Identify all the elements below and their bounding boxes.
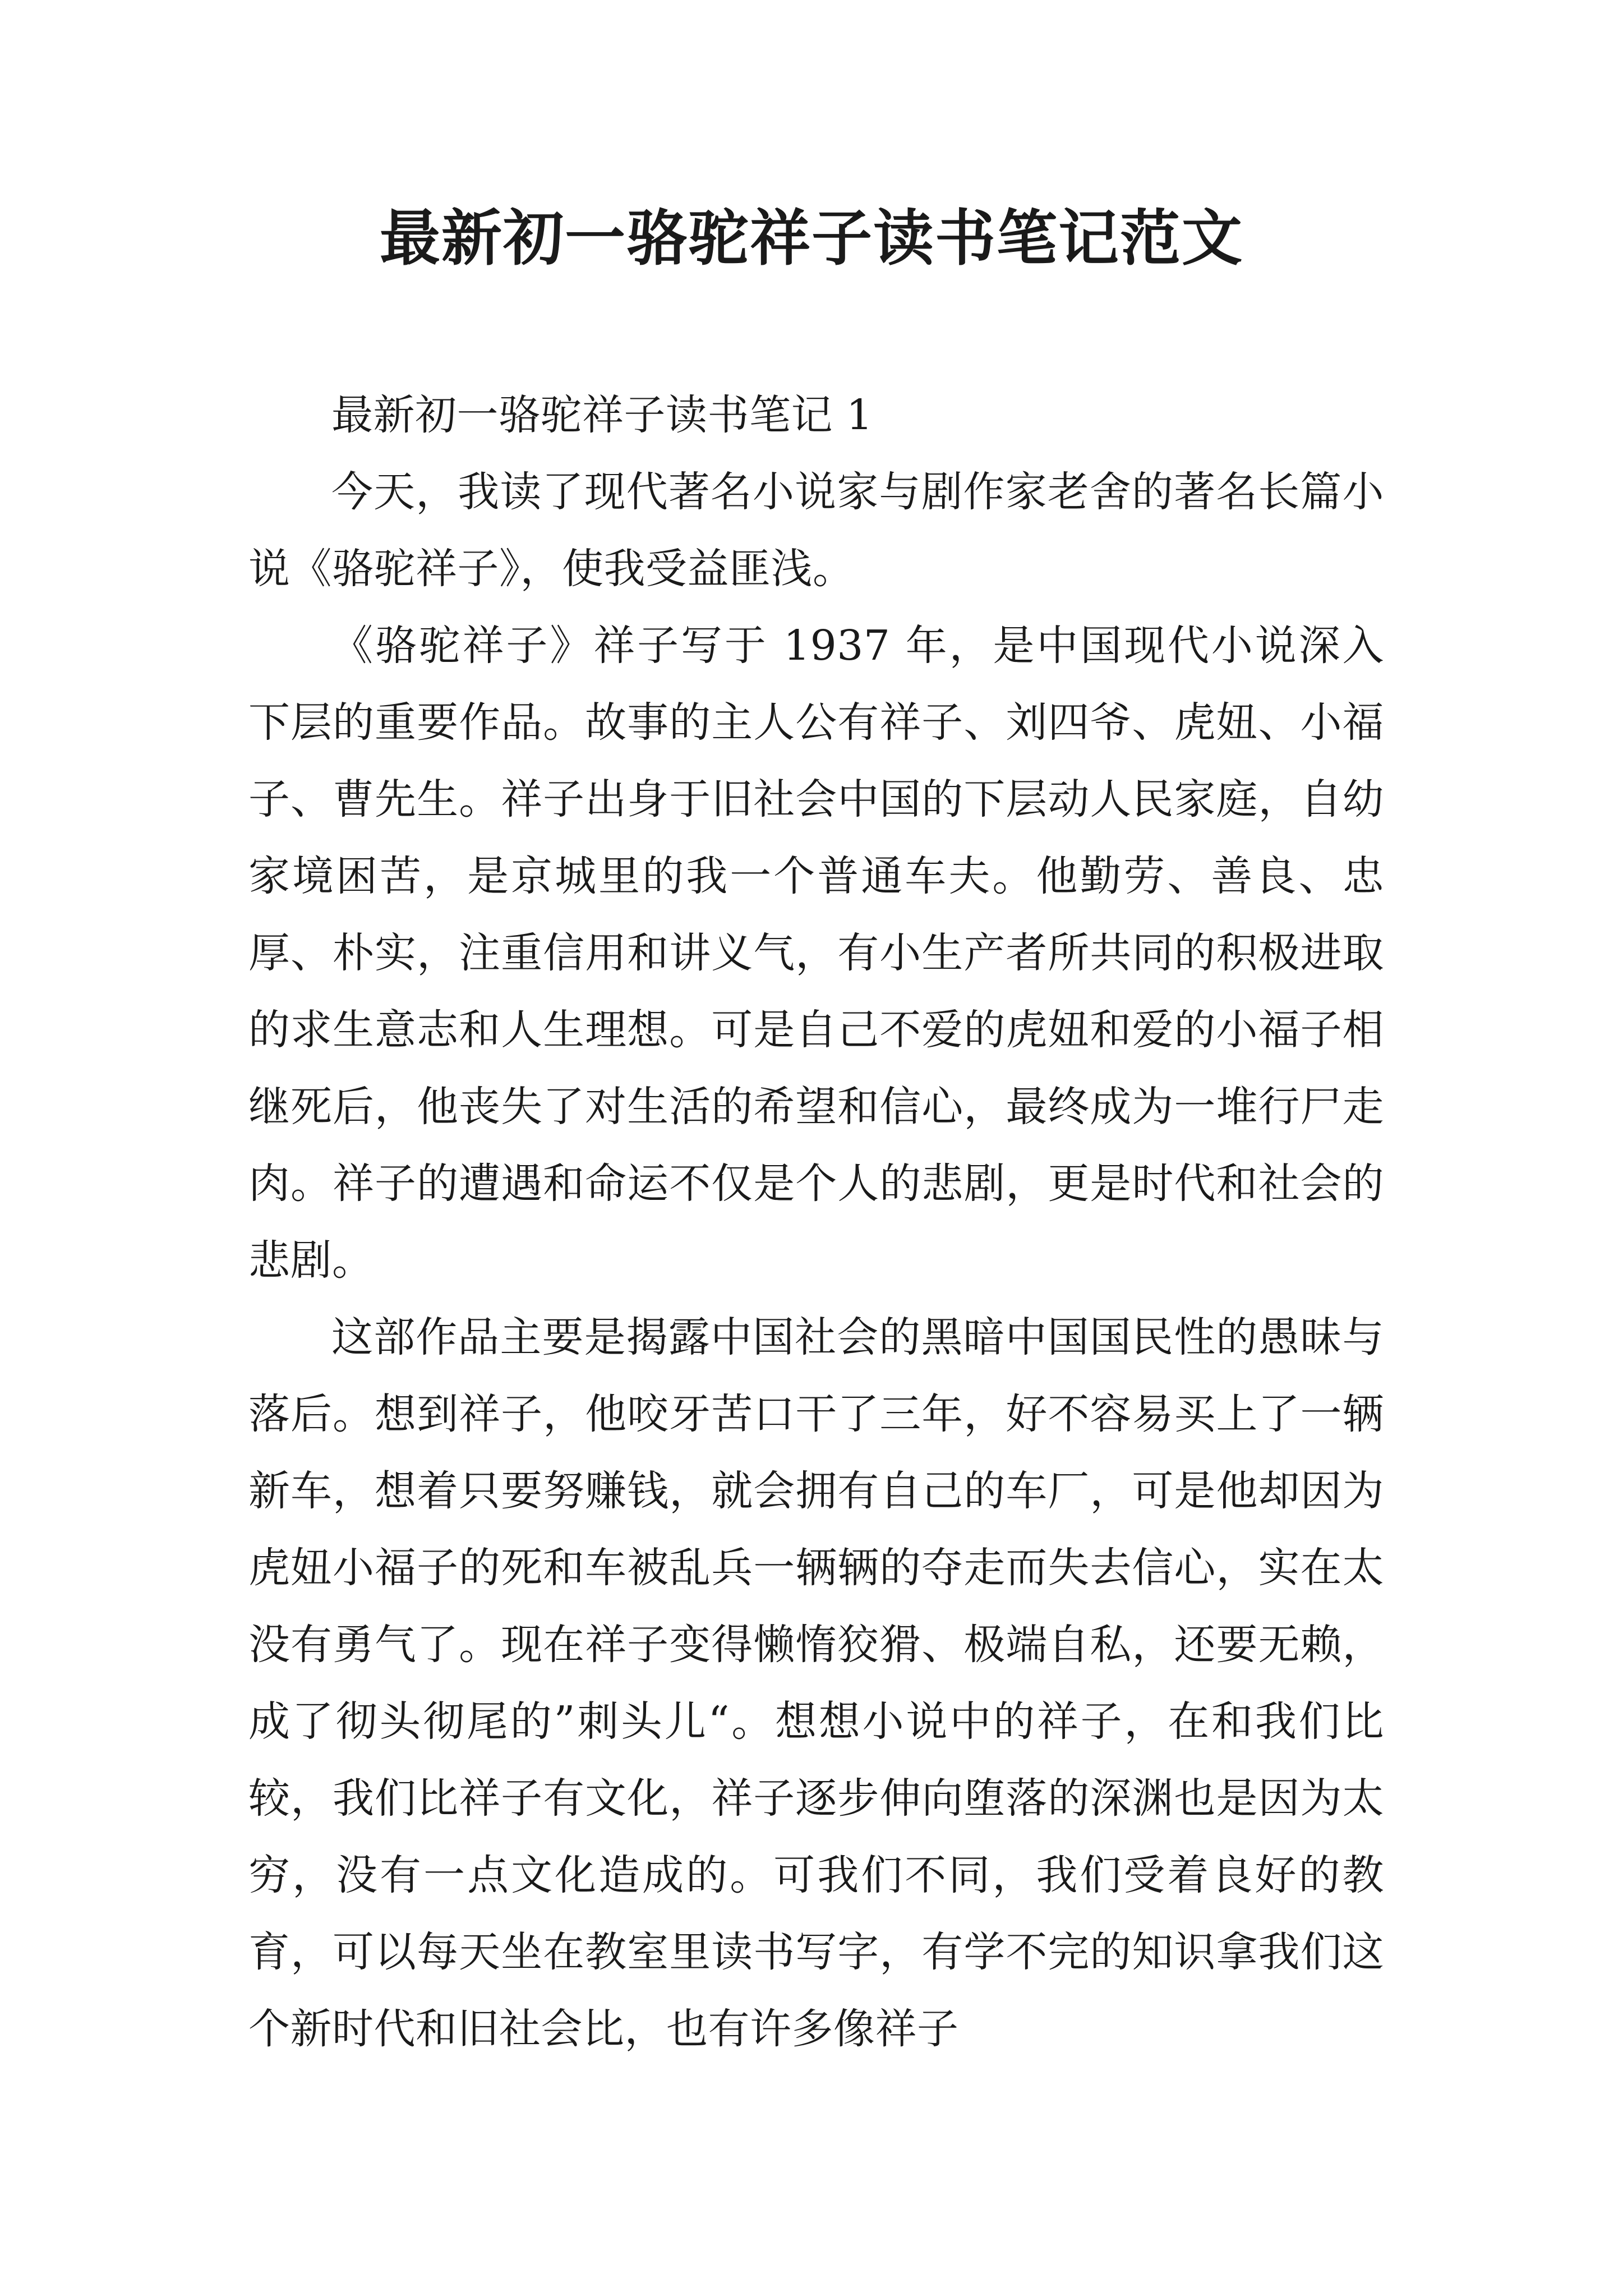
section-heading: 最新初一骆驼祥子读书笔记 1 bbox=[331, 391, 873, 439]
paragraph: 今天，我读了现代著名小说家与剧作家老舍的著名长篇小说《骆驼祥子》，使我受益匪浅。 bbox=[248, 468, 1384, 593]
document-title: 最新初一骆驼祥子读书笔记范文 bbox=[379, 203, 1243, 274]
paragraph: 《骆驼祥子》祥子写于 1937 年，是中国现代小说深入下层的重要作品。故事的主人公有祥子、刘四爷、虎妞、小福子、曹先生。祥子出身于旧社会中国的下层动人民家庭，自幼家境困苦，是京城里的我一个普通车夫。他勤劳、善良、忠厚、朴实，注重信用和讲义气，有小生产者所共同的积极进取的求生意志和人生理想。可是自己不爱的虎妞和爱的小福子相继死后，他丧失了对生活的希望和信心，最终成为一堆行尸走肉。祥子的遭遇和命运不仅是个人的悲剧，更是时代和社会的悲剧。 bbox=[248, 622, 1384, 1285]
document-body bbox=[248, 377, 1384, 2068]
paragraph: 这部作品主要是揭露中国社会的黑暗中国国民性的愚昧与落后。想到祥子，他咬牙苦口干了三年，好不容易买上了一辆新车，想着只要努赚钱，就会拥有自己的车厂，可是他却因为虎妞小福子的死和车被乱兵一辆辆的夺走而失去信心，实在太没有勇气了。现在祥子变得懒惰狡猾、极端自私，还要无赖，成了彻头彻尾的”刺头儿“。想想小说中的祥子，在和我们比较，我们比祥子有文化，祥子逐步伸向堕落的深渊也是因为太穷，没有一点文化造成的。可我们不同，我们受着良好的教育，可以每天坐在教室里读书写字，有学不完的知识拿我们这个新时代和旧社会比，也有许多像祥子 bbox=[248, 1313, 1384, 2053]
